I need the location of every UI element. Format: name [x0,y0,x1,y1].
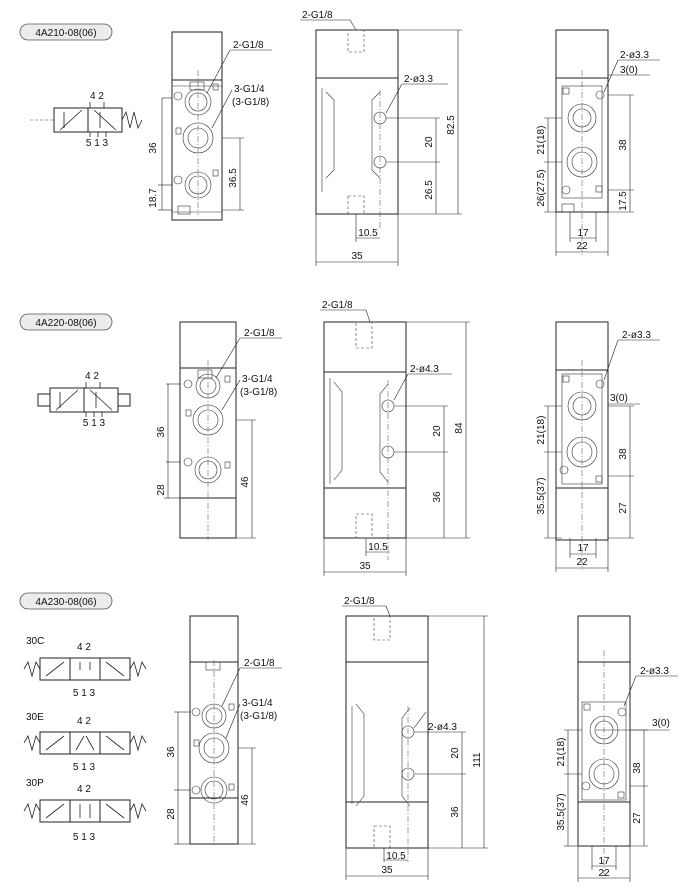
end-1-dim-3: 3(0) [620,65,638,76]
model-tag-1 [20,24,112,40]
front-3-dim-28: 28 [166,808,177,820]
side-3-dim-105: 10.5 [386,851,406,862]
end-3-dim-38: 38 [632,762,643,774]
front-3-ports-mid-alt: (3-G1/8) [240,711,278,722]
end-1-dim-175: 17.5 [618,191,629,211]
end-1-dim-21: 21(18) [536,125,547,155]
side-3-dim-35: 35 [381,865,393,876]
front-3-dim-36: 36 [166,746,177,758]
end-2-dim-355: 35.5(37) [536,477,547,515]
model-label-1: 4A210-08(06) [35,28,97,39]
front-1-dim-36: 36 [148,142,159,154]
end-2-dim-21: 21(18) [536,415,547,445]
side-2-dim-84: 84 [454,422,465,434]
side-1-dim-20: 20 [424,136,435,148]
end-3-holes: 2-ø3.3 [640,666,669,677]
side-1-dim-105: 10.5 [358,228,378,239]
side-view-2 [320,300,470,576]
front-3-ports-top: 2-G1/8 [244,658,275,669]
side-1-dim-825: 82.5 [446,115,457,135]
side-1-dim-265: 26.5 [424,180,435,200]
side-view-3 [342,596,488,880]
end-1-holes: 2-ø3.3 [620,50,649,61]
end-3-dim-3: 3(0) [652,718,670,729]
front-1-ports-top: 2-G1/8 [233,40,264,51]
model-label-2: 4A220-08(06) [35,318,97,329]
valve-symbol-30e [24,712,146,773]
end-1-dim-38: 38 [618,139,629,151]
symbol-2-bottom-ports: 5 1 3 [82,418,106,429]
model-label-3: 4A230-08(06) [35,597,97,608]
symbol-30p-top: 4 2 [77,784,91,795]
valve-symbol-2 [38,371,130,429]
front-2-dim-46: 46 [240,476,251,488]
side-3-ports-top: 2-G1/8 [344,596,375,607]
symbol-1-top-ports: 4 2 [90,91,104,102]
valve-symbol-30c [24,636,146,699]
model-tag-3 [20,593,112,609]
front-2-dim-36: 36 [156,426,167,438]
side-view-1 [300,10,462,266]
symbol-30c-top: 4 2 [77,642,91,653]
symbol-1-bottom-ports: 5 1 3 [85,138,109,149]
symbol-30e-top: 4 2 [77,716,91,727]
front-1-ports-mid: 3-G1/4 [234,84,265,95]
front-view-2 [156,322,282,540]
front-3-dim-46: 46 [240,794,251,806]
end-2-dim-27: 27 [618,502,629,514]
end-3-dim-17: 17 [598,856,610,867]
side-2-holes: 2-ø4.3 [410,364,439,375]
end-2-holes: 2-ø3.3 [622,330,651,341]
front-2-ports-top: 2-G1/8 [244,328,275,339]
symbol-30c-bottom: 5 1 3 [72,688,96,699]
side-2-dim-35: 35 [359,561,371,572]
symbol-30e-name: 30E [26,712,44,723]
model-tag-2 [20,314,112,330]
side-3-dim-36: 36 [450,806,461,818]
side-2-dim-36: 36 [432,491,443,503]
symbol-30c-name: 30C [26,636,45,647]
front-3-ports-mid: 3-G1/4 [242,698,273,709]
front-2-ports-mid-alt: (3-G1/8) [240,387,278,398]
end-view-2 [536,322,660,572]
side-2-ports-top: 2-G1/8 [322,300,353,311]
side-1-dim-35: 35 [351,251,363,262]
front-1-ports-mid-alt: (3-G1/8) [232,97,270,108]
end-2-dim-3: 3(0) [610,393,628,404]
end-3-dim-21: 21(18) [556,737,567,767]
symbol-2-top-ports: 4 2 [85,371,99,382]
symbol-30p-bottom: 5 1 3 [72,832,96,843]
front-view-1 [148,32,272,220]
side-3-dim-20: 20 [450,747,461,759]
side-3-dim-111: 111 [472,752,483,768]
end-1-dim-17: 17 [577,228,589,239]
end-view-1 [536,30,660,256]
symbol-30e-bottom: 5 1 3 [72,762,96,773]
front-1-dim-365: 36.5 [228,168,239,188]
end-3-dim-355: 35.5(37) [556,793,567,831]
front-2-ports-mid: 3-G1/4 [242,374,273,385]
end-2-dim-38: 38 [618,448,629,460]
side-2-dim-20: 20 [432,425,443,437]
valve-symbol-30p [24,778,146,843]
side-1-ports-top: 2-G1/8 [302,10,333,21]
front-view-3 [166,616,282,846]
end-2-dim-17: 17 [577,543,589,554]
side-2-dim-105: 10.5 [368,542,388,553]
valve-symbol-1 [30,91,142,149]
end-3-dim-22: 22 [598,868,610,879]
front-1-dim-187: 18.7 [148,188,159,208]
side-1-holes: 2-ø3.3 [404,74,433,85]
side-3-holes: 2-ø4.3 [428,722,457,733]
end-1-dim-22: 22 [576,241,588,252]
end-1-dim-26: 26(27.5) [536,169,547,207]
end-3-dim-27: 27 [632,812,643,824]
end-view-3 [556,616,678,882]
end-2-dim-22: 22 [576,557,588,568]
symbol-30p-name: 30P [26,778,44,789]
front-2-dim-28: 28 [156,484,167,496]
